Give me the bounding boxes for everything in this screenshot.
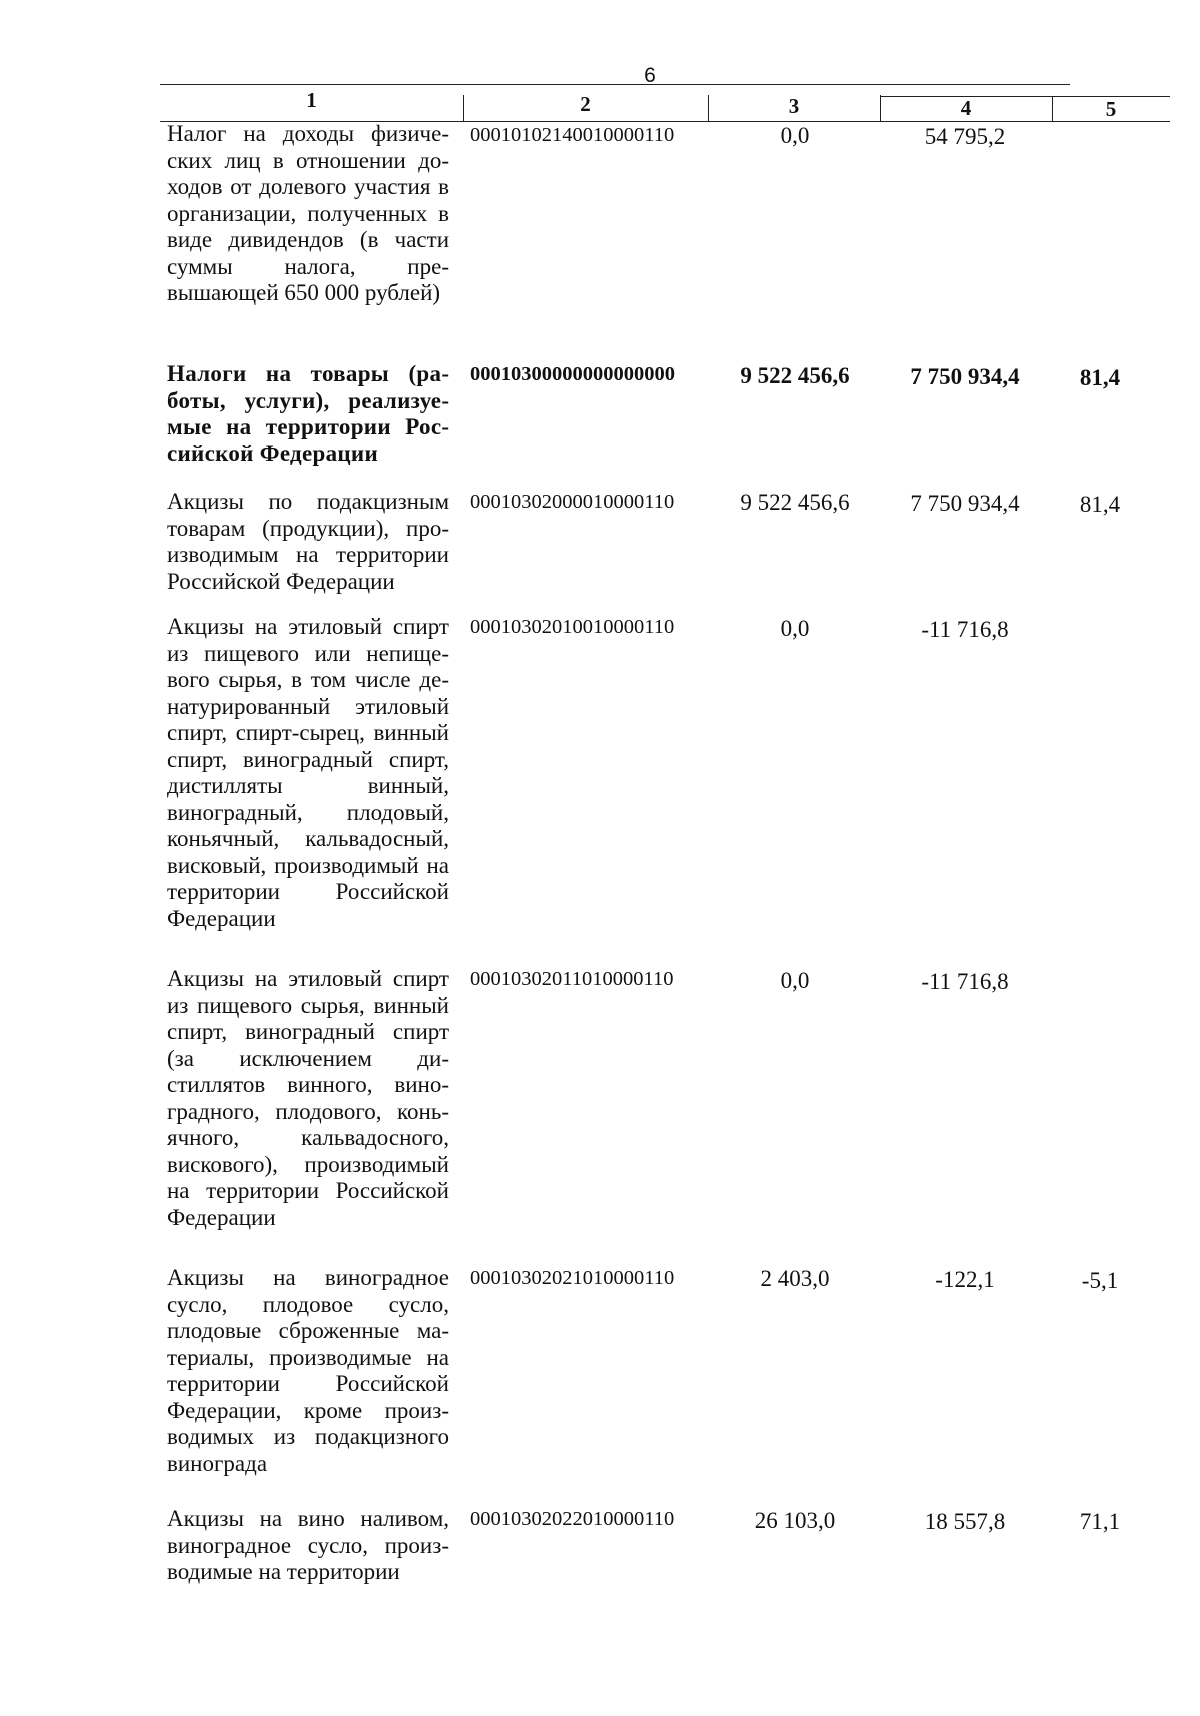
column-header-5: 5 xyxy=(1105,97,1117,121)
row-code: 00010102140010000110 xyxy=(470,124,675,146)
row-name: Акцизы на вино наливом, виноградное сусло, производимые на территории xyxy=(167,1506,449,1584)
row-actual: 7 750 934,4 xyxy=(910,491,1020,516)
row-plan: 0,0 xyxy=(780,968,810,993)
row-name: Акцизы на этиловый спирт из пищевого или непищевого сырья, в том числе денатурированный этиловый спирт, спирт-сырец, винный спирт, виноградный спирт, дистилляты винный, виноградный, плодовый, коньячный, кальвадосный, висковый, производимый на территории Российской Федерации xyxy=(167,614,449,931)
row-percent: 81,4 xyxy=(1079,365,1121,390)
column-header-3: 3 xyxy=(788,94,800,118)
row-percent: 81,4 xyxy=(1079,492,1121,517)
table-top-rule xyxy=(160,84,1070,85)
row-name: Акцизы на этиловый спирт из пищевого сырья, винный спирт, виноградный спирт (за исключением дистиллятов винного, виноградного, плодового, коньячного, кальвадосного, вискового), производимый на территории Российской Федерации xyxy=(167,966,449,1230)
row-actual: 18 557,8 xyxy=(924,1509,1006,1534)
row-name: Акцизы на виноградное сусло, плодовое сусло, плодовые сброженные материалы, производимые на территории Российской Федерации, кроме производимых из подакцизного винограда xyxy=(167,1265,449,1476)
row-plan: 2 403,0 xyxy=(760,1266,830,1291)
row-actual: 7 750 934,4 xyxy=(910,364,1020,389)
row-code: 00010302011010000110 xyxy=(470,968,674,990)
row-code: 00010300000000000000 xyxy=(470,363,675,385)
row-plan: 0,0 xyxy=(780,123,810,148)
column-header-1: 1 xyxy=(306,88,317,112)
row-plan: 0,0 xyxy=(780,616,810,641)
row-name: Акцизы по подакцизным товарам (продукции), производимым на территории Российской Федерации xyxy=(167,489,449,594)
row-code: 00010302021010000110 xyxy=(470,1267,675,1289)
row-code: 00010302022010000110 xyxy=(470,1508,675,1530)
row-actual: -122,1 xyxy=(935,1267,995,1292)
row-percent: -5,1 xyxy=(1081,1268,1119,1293)
column-header-2: 2 xyxy=(580,92,591,116)
page-number: 6 xyxy=(644,64,656,87)
row-name: Налоги на товары (работы, услуги), реализуемые на территории Российской Федерации xyxy=(167,361,449,466)
row-code: 00010302010010000110 xyxy=(470,616,675,638)
row-actual: 54 795,2 xyxy=(924,124,1006,149)
row-plan: 9 522 456,6 xyxy=(740,490,850,515)
row-name: Налог на доходы физических лиц в отношении доходов от долевого участия в организации, полученных в виде дивидендов (в части суммы налога, превышающей 650 000 рублей) xyxy=(167,121,449,305)
column-header-4: 4 xyxy=(960,96,972,120)
row-plan: 26 103,0 xyxy=(754,1508,836,1533)
row-actual: -11 716,8 xyxy=(921,969,1009,994)
row-code: 00010302000010000110 xyxy=(470,491,675,513)
row-plan: 9 522 456,6 xyxy=(740,363,850,388)
row-percent: 71,1 xyxy=(1079,1509,1121,1534)
row-actual: -11 716,8 xyxy=(921,617,1009,642)
